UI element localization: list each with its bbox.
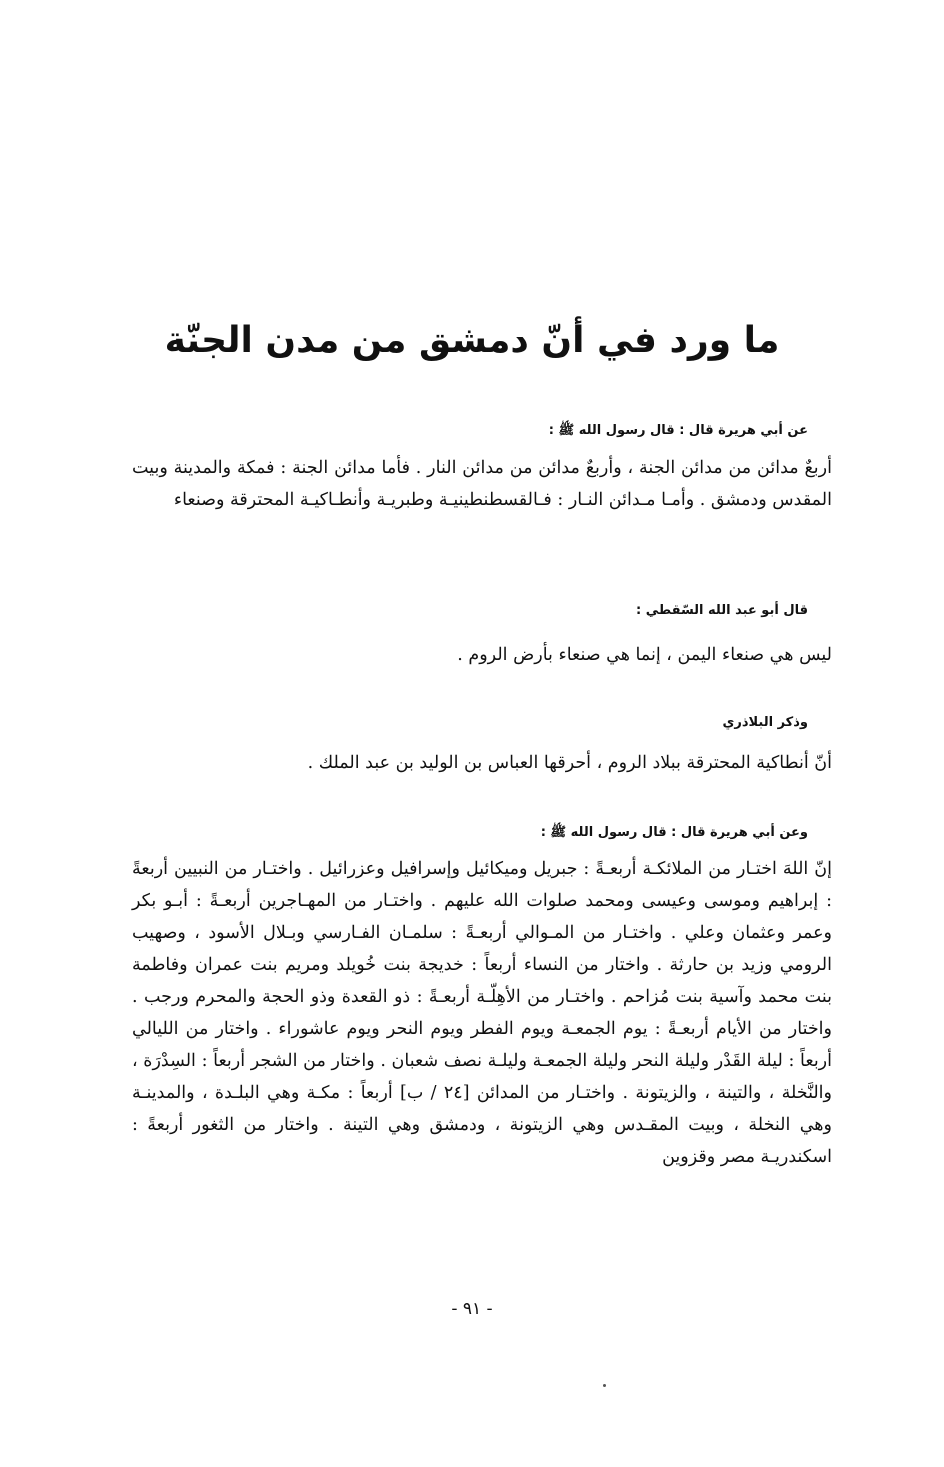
hadith-text-1: أربعٌ مدائن من مدائن الجنة ، وأربعٌ مدائن من مدائن النار . فأما مدائن الجنة : فمكة والمدينة وبيت المقدس ودمشق . وأمـا مـدائن النـار : فـالقسطنطينيـة وطبريـة وأنطـاكيـة المحترقة وصنعاء [132,458,832,510]
hadith-intro-1: عن أبي هريرة قال : قال رسول الله ﷺ : [548,423,808,438]
narrator-text-3: أنّ أنطاكية المحترقة ببلاد الروم ، أحرقها العباس بن الوليد بن عبد الملك . [307,753,832,773]
page-number: - ٩١ - [451,1299,493,1319]
narrator-intro-2: قال أبو عبد الله السّقطي : [636,603,808,618]
scan-speck [603,1384,606,1387]
chapter-title: ما ورد في أنّ دمشق من مدن الجنّة [164,320,780,362]
narrator-text-2: ليس هي صنعاء اليمن ، إنما هي صنعاء بأرض الروم . [457,645,832,665]
hadith-text-4: إنّ اللهَ اختـار من الملائكـة أربعـةً : جبريل وميكائيل وإسرافيل وعزرائيل . واختـار من النبيين أربعةً : إبراهيم وموسى وعيسى ومحمد صلوات الله عليهم . واختـار من المهـاجرين أربعـةً : أبـو بكر وعمر وعثمان وعلي . واختـار من المـوالي أربعـةً : سلمـان الفـارسي وبـلال الأسود ، وصهيب الرومي وزيد بن حارثة . واختار من النساء أربعاً : خديجة بنت خُويلد ومريم بنت عمران وفاطمة بنت محمد وآسية بنت مُزاحم . واختـار من الأهِلّـة أربعـةً : ذو القعدة وذو الحجة والمحرم ورجب . واختار من الأيام أربعـةً : يوم الجمعـة ويوم الفطر ويوم النحر ويوم عاشوراء . واختار من الليالي أربعاً : ليلة القَدْر وليلة النحر وليلة الجمعـة وليلـة نصف شعبان . واختار من الشجر أربعاً : السِدْرَة ، والنَّخلة ، والتينة ، والزيتونة . واختـار من المدائن [٢٤ / ب] أربعاً : مكـة وهي البلـدة ، والمدينـة وهي النخلة ، وبيت المقـدس وهي الزيتونة ، ودمشق وهي التينة . واختار من الثغور أربعةً : اسكندريـة مصر وقزوين [132,859,832,1167]
narrator-intro-3: وذكر البلاذري [722,715,808,730]
hadith-intro-4: وعن أبي هريرة قال : قال رسول الله ﷺ : [540,825,808,840]
